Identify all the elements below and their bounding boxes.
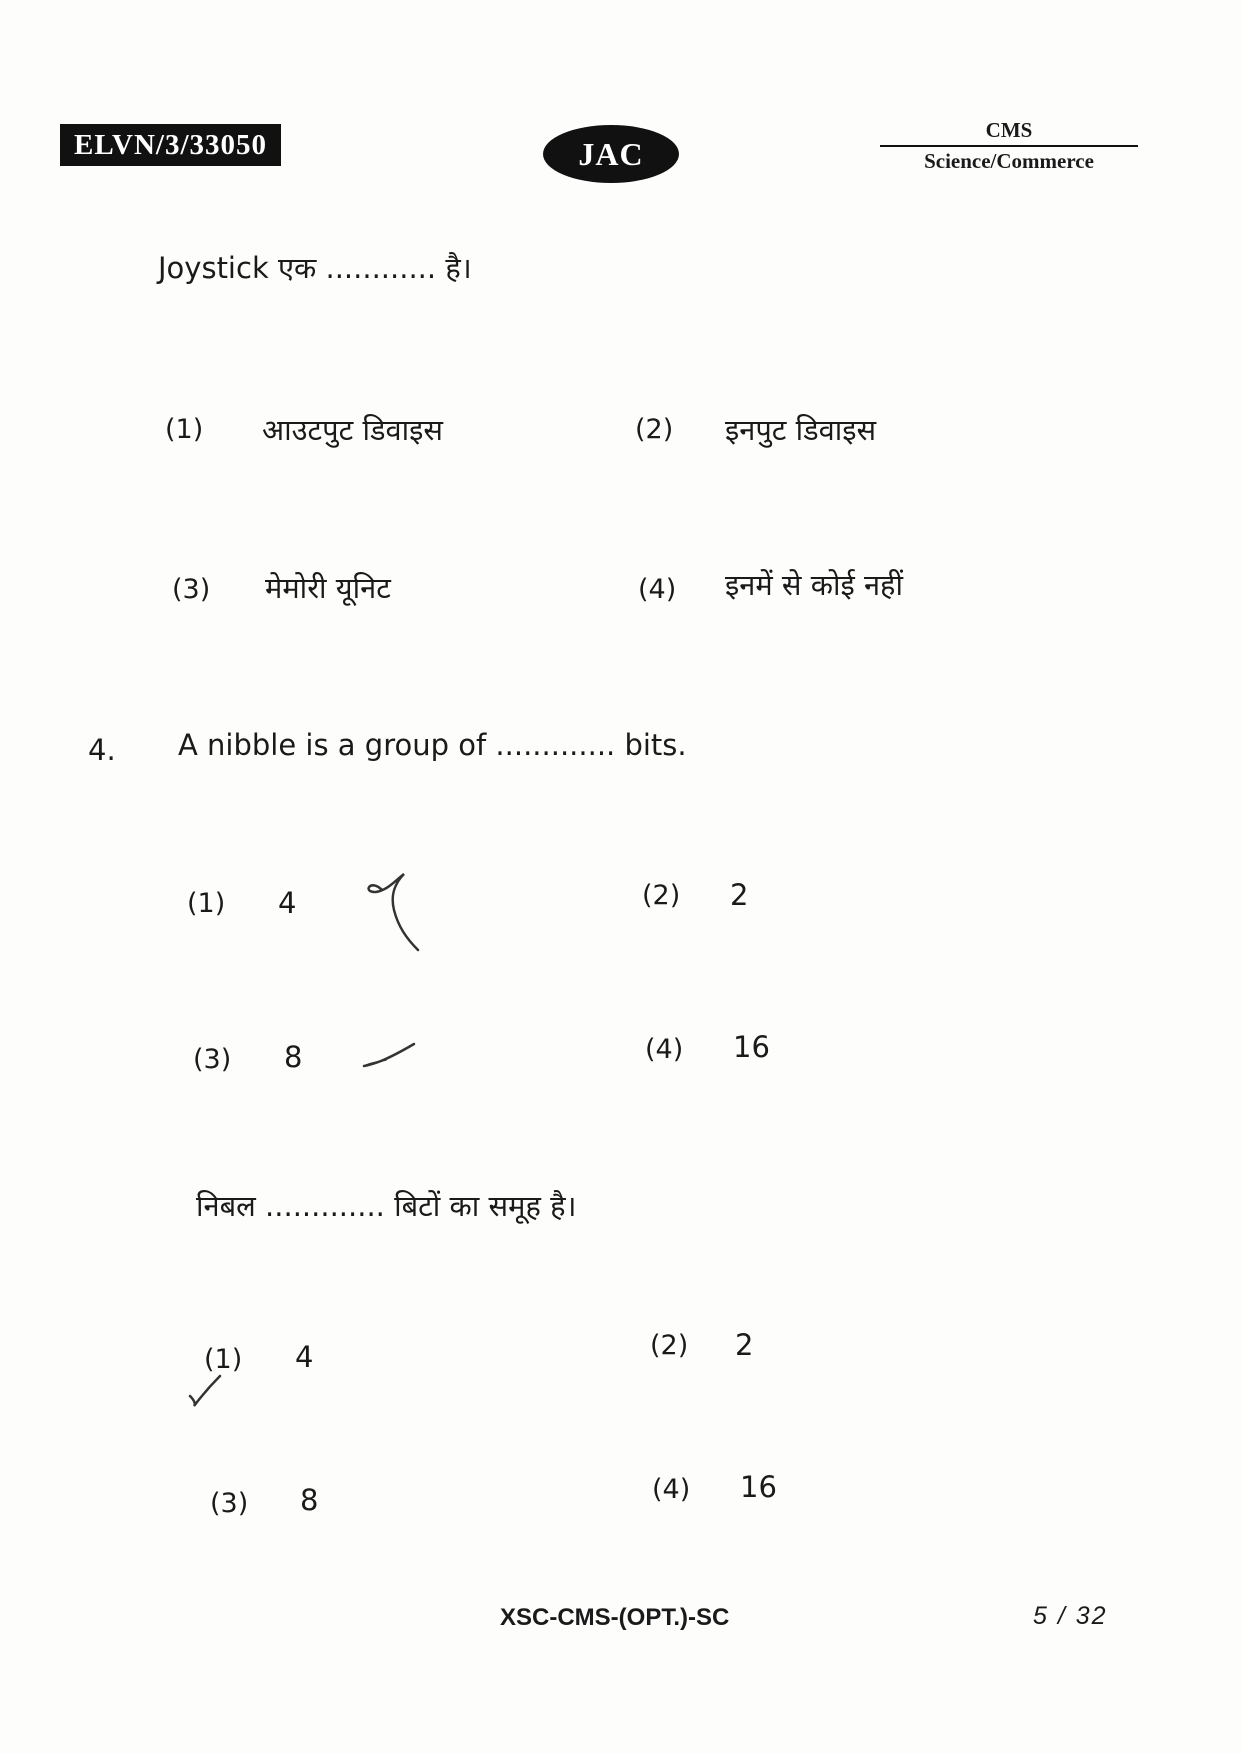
- question-text: Joystick एक ............ है।: [158, 251, 472, 285]
- jac-logo: [543, 125, 679, 183]
- option-number: (4): [652, 1474, 691, 1505]
- stream-label: Science/Commerce: [924, 149, 1094, 173]
- exam-code: XSC-CMS-(OPT.)-SC: [500, 1604, 730, 1631]
- jac-logo-text: JAC: [578, 135, 644, 172]
- option-text: 8: [284, 1040, 303, 1074]
- option-number: (2): [650, 1330, 689, 1361]
- handwritten-tick-mark: [362, 868, 432, 953]
- option-text: 8: [300, 1483, 319, 1517]
- option-number: (1): [187, 888, 226, 919]
- option-number: (4): [645, 1034, 684, 1065]
- option-text: 4: [278, 886, 297, 920]
- option-text: 2: [735, 1328, 754, 1362]
- option-number: (1): [165, 414, 204, 445]
- question-text: निबल ............. बिटों का समूह है।: [196, 1189, 577, 1223]
- handwritten-tick-mark: [186, 1374, 226, 1408]
- option-text: आउटपुट डिवाइस: [262, 413, 443, 447]
- option-number: (3): [193, 1044, 232, 1075]
- option-text: 16: [740, 1470, 777, 1504]
- option-number: (3): [210, 1488, 249, 1519]
- option-text: मेमोरी यूनिट: [265, 571, 391, 605]
- subject-short: CMS: [880, 118, 1138, 147]
- question-number: 4.: [88, 733, 116, 767]
- subject-header: [880, 118, 1138, 174]
- option-text: इनमें से कोई नहीं: [725, 568, 903, 602]
- page-number: 5 / 32: [1033, 1602, 1108, 1630]
- question-text: A nibble is a group of ............. bits.: [178, 728, 687, 762]
- option-number: (4): [638, 574, 677, 605]
- option-number: (2): [635, 414, 674, 445]
- option-number: (1): [204, 1344, 243, 1375]
- option-number: (2): [642, 880, 681, 911]
- option-text: 16: [733, 1030, 770, 1064]
- handwritten-tick-mark: [362, 1040, 422, 1070]
- option-text: 2: [730, 878, 749, 912]
- paper-code: ELVN/3/33050: [74, 129, 268, 161]
- option-text: इनपुट डिवाइस: [725, 413, 877, 447]
- option-number: (3): [172, 574, 211, 605]
- paper-code-box: [60, 124, 281, 166]
- option-text: 4: [295, 1340, 314, 1374]
